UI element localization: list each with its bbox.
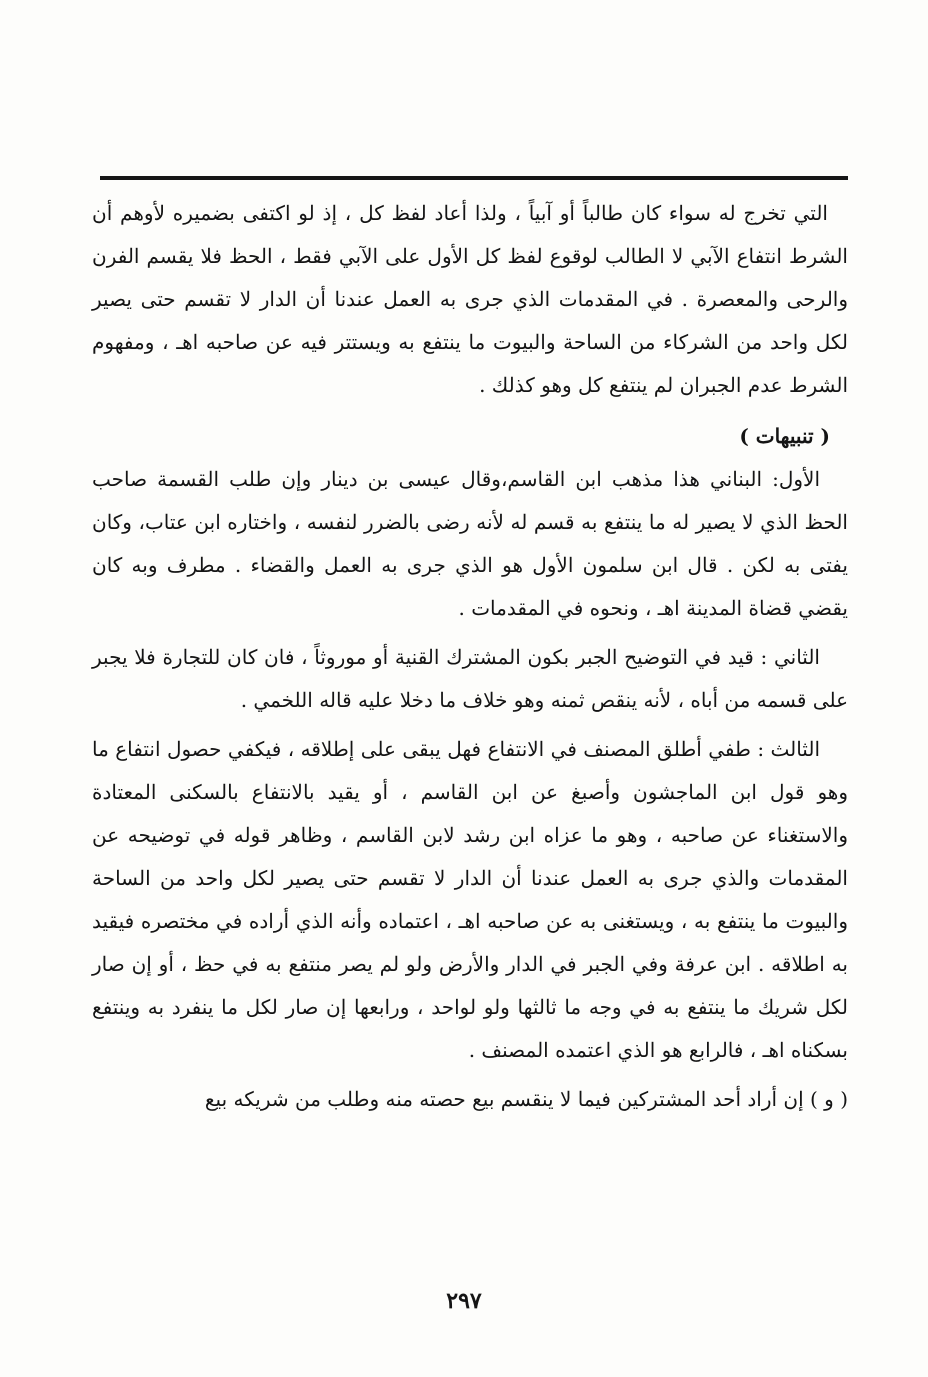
page-body xyxy=(92,192,848,1121)
page-number: ٢٩٧ xyxy=(446,1288,482,1314)
header-rule xyxy=(100,176,848,180)
section-heading: ( تنبيهات ) xyxy=(739,424,830,448)
note-first: الأول: البناني هذا مذهب ابن القاسم،وقال عيسى بن دينار وإن طلب القسمة صاحب الحظ الذي لا يصير له ما ينتفع به قسم له لأنه رضى بالضرر لنفسه ، واختاره ابن عتاب، وكان يفتى به لكن . قال ابن سلمون الأول هو الذي جرى به العمل والقضاء . مطرف وبه كان يقضي قضاة المدينة اهـ ، ونحوه في المقدمات . xyxy=(92,467,848,620)
text-fourth: ( و ) إن أراد أحد المشتركين فيما لا ينقسم بيع حصته منه وطلب من شريكه بيع xyxy=(204,1087,848,1111)
continuation-paragraph: التي تخرج له سواء كان طالباً أو آبياً ، ولذا أعاد لفظ كل ، إذ لو اكتفى بضميره لأوهم أن الشرط انتفاع الآبي لا الطالب لوقوع لفظ كل الأول على الآبي فقط ، الحظ فلا يقسم الفرن والرحى والمعصرة . في المقدمات الذي جرى به العمل عندنا أن الدار لا تقسم حتى يصير لكل واحد من الشركاء من الساحة والبيوت ما ينتفع به ويستتر فيه عن صاحبه اهـ ، ومفهوم الشرط عدم الجبران لم ينتفع كل وهو كذلك . xyxy=(92,201,848,397)
note-second: الثاني : قيد في التوضيح الجبر بكون المشترك القنية أو موروثاً ، فان كان للتجارة فلا يجبر على قسمه من أباه ، لأنه ينقص ثمنه وهو خلاف ما دخلا عليه قاله اللخمي . xyxy=(92,645,848,712)
note-third: الثالث : طفي أطلق المصنف في الانتفاع فهل يبقى على إطلاقه ، فيكفي حصول انتفاع ما وهو قول ابن الماجشون وأصبغ عن ابن القاسم ، أو يقيد بالانتفاع بالسكنى المعتادة والاستغناء عن صاحبه ، وهو ما عزاه ابن رشد لابن القاسم ، وظاهر قوله في توضيحه عن المقدمات والذي جرى به العمل عندنا أن الدار لا تقسم حتى يصير لكل واحد من الساحة والبيوت ما ينتفع به ، ويستغنى به عن صاحبه اهـ ، اعتماده وأنه الذي أراده في مختصره فيقيد به اطلاقه . ابن عرفة وفي الجبر في الدار والأرض ولو لم يصر منتفع به في حظ ، أو إن صار لكل شريك ما ينتفع به في وجه ما ثالثها ولو لواحد ، ورابعها إن صار لكل ما ينفرد به وينتفع بسكناه اهـ ، فالرابع هو الذي اعتمده المصنف . xyxy=(92,737,848,1062)
